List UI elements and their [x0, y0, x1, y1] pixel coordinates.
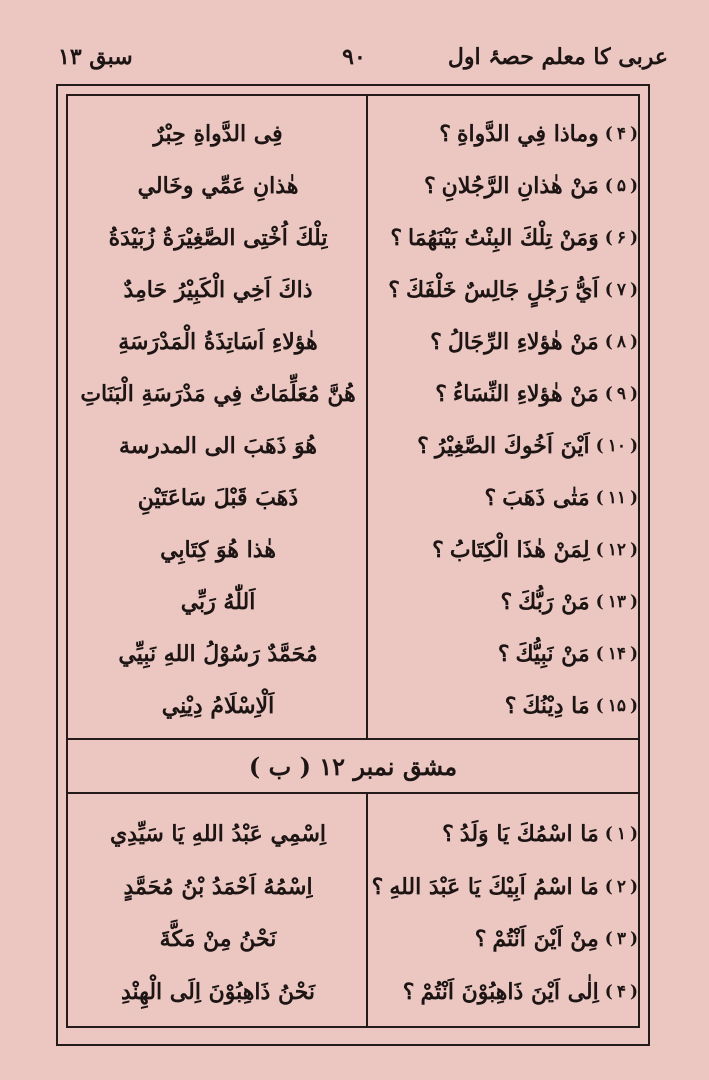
answer-text: اَلْاِسْلَامُ دِيْنِي [161, 693, 275, 719]
question-row [376, 966, 638, 1019]
item-number: ( ۲ ) [604, 876, 638, 897]
item-number: ( ۴ ) [604, 981, 638, 1002]
section-rule [66, 792, 640, 794]
question-mark: ؟ [371, 873, 384, 900]
exercise-a-questions [376, 108, 638, 732]
question-row [376, 472, 638, 524]
question-text: مَنْ هٰذانِ الرَّجُلانِ [441, 173, 599, 199]
item-number: ( ۱۰ ) [595, 436, 638, 456]
question-mark: ؟ [430, 329, 442, 355]
question-mark: ؟ [432, 537, 444, 563]
question-row [376, 212, 638, 264]
item-number: ( ۸ ) [604, 332, 638, 352]
question-row [376, 316, 638, 368]
question-text: وماذا فِي الدَّواةِ [456, 121, 599, 147]
question-mark: ؟ [484, 485, 497, 511]
question-text: اَيْنَ اَخُوكَ الصَّغِيْرُ [434, 433, 590, 459]
column-divider [366, 96, 368, 740]
answer-text: نَحْنُ ذَاهِبُوْنَ اِلَی الْهِنْدِ [121, 978, 316, 1005]
item-number: ( ۹ ) [604, 384, 638, 404]
question-mark: ؟ [442, 821, 454, 848]
question-mark: ؟ [423, 173, 436, 199]
question-row [376, 680, 638, 732]
question-row [376, 160, 638, 212]
question-mark: ؟ [417, 433, 429, 459]
question-mark: ؟ [402, 978, 415, 1005]
answer-text: هُوَ ذَهَبَ الی المدرسة [118, 433, 318, 459]
question-text: مَنْ هٰؤلاءِ الرِّجَالُ [447, 329, 599, 355]
question-text: لِمَنْ هٰذَا الْكِتَابُ [449, 537, 590, 563]
answer-text: اِسْمِي عَبْدُ اللهِ يَا سَيِّدِي [109, 821, 327, 848]
item-number: ( ۱۱ ) [595, 488, 638, 508]
answer-text: اَللّٰهُ رَبِّي [180, 589, 256, 615]
question-text: مِنْ اَيْنَ اَنْتُمْ [492, 926, 599, 953]
question-text: مَا اسْمُ اَبِيْكَ يَا عَبْدَ اللهِ [389, 873, 599, 900]
exercise-b-questions [371, 808, 638, 1018]
item-number: ( ۵ ) [604, 176, 638, 196]
question-text: مَنْ هٰؤلاءِ النِّسَاءُ [452, 381, 599, 407]
item-number: ( ۱۴ ) [595, 644, 638, 664]
question-text: مَنْ رَبُّكَ [518, 589, 590, 615]
question-text: اَيُّ رَجُلٍ جَالِسٌ خَلْفَكَ [405, 277, 599, 303]
item-number: ( ۱۲ ) [595, 540, 638, 560]
question-text: مَا اسْمُكَ يَا وَلَدُ [459, 821, 599, 848]
question-row [376, 264, 638, 316]
question-row [376, 108, 638, 160]
question-text: اِلٰی اَيْنَ ذَاهِبُوْنَ اَنْتُمْ [420, 978, 599, 1005]
question-mark: ؟ [500, 589, 513, 615]
answer-text: ذَهَبَ قَبْلَ سَاعَتَيْنِ [137, 485, 299, 511]
question-mark: ؟ [504, 693, 517, 719]
question-mark: ؟ [390, 225, 403, 251]
question-text: مَنْ نَبِيُّكَ [515, 641, 590, 667]
column-divider [366, 794, 368, 1028]
page-header [40, 44, 668, 84]
question-mark: ؟ [497, 641, 510, 667]
answer-text: فِی الدَّواةِ حِبْرٌ [153, 121, 283, 147]
question-text: مَا دِيْنُكَ [522, 693, 590, 719]
question-row [376, 420, 638, 472]
answer-text: ذاكَ اَخِي الْكَبِيْرُ حَامِدٌ [123, 277, 313, 303]
question-text: مَتٰی ذَهَبَ [502, 485, 590, 511]
question-row [376, 576, 638, 628]
question-mark: ؟ [474, 926, 487, 953]
question-text: وَمَنْ تِلْكَ البِنْتُ بَيْنَهُمَا [408, 225, 599, 251]
page-number: ۹۰ [342, 44, 366, 70]
exercise-b-title: مشق نمبر ۱۲ ( ب ) [248, 751, 458, 781]
question-row [376, 368, 638, 420]
item-number: ( ۶ ) [604, 228, 638, 248]
question-row [371, 861, 638, 914]
item-number: ( ۱ ) [604, 824, 638, 845]
question-mark: ؟ [388, 277, 400, 303]
item-number: ( ۱۳ ) [595, 592, 638, 612]
exercise-a-answers [80, 108, 356, 732]
question-row [376, 913, 638, 966]
answer-text: نَحْنُ مِنْ مَكَّةَ [159, 926, 277, 953]
answer-text: هٰذانِ عَمِّي وخَالي [137, 173, 299, 199]
exercise-b-answers [80, 808, 356, 1018]
answer-text: اِسْمُهُ اَحْمَدُ بْنُ مُحَمَّدٍ [123, 873, 313, 900]
item-number: ( ۳ ) [604, 929, 638, 950]
question-row [376, 524, 638, 576]
book-title: عربی کا معلم حصۂ اول [447, 44, 668, 70]
question-row [376, 808, 638, 861]
section-rule [66, 738, 640, 740]
item-number: ( ۱۵ ) [595, 696, 638, 716]
answer-text: هُنَّ مُعَلِّمَاتٌ فِي مَدْرَسَةِ الْبَنَاتِ [80, 381, 356, 407]
answer-text: مُحَمَّدٌ رَسُوْلُ اللهِ نَبِيِّي [118, 641, 318, 667]
question-row [376, 628, 638, 680]
lesson-label: سبق ۱۳ [58, 44, 133, 70]
question-mark: ؟ [435, 381, 447, 407]
question-mark: ؟ [439, 121, 451, 147]
item-number: ( ۷ ) [604, 280, 638, 300]
item-number: ( ۴ ) [604, 124, 638, 144]
answer-text: هٰؤلاءِ اَسَاتِذَةُ الْمَدْرَسَةِ [118, 329, 318, 355]
answer-text: تِلْكَ اُخْتِی الصَّغِيْرَةُ زُبَيْدَةُ [108, 225, 328, 251]
answer-text: هٰذا هُوَ كِتَابِي [160, 537, 276, 563]
